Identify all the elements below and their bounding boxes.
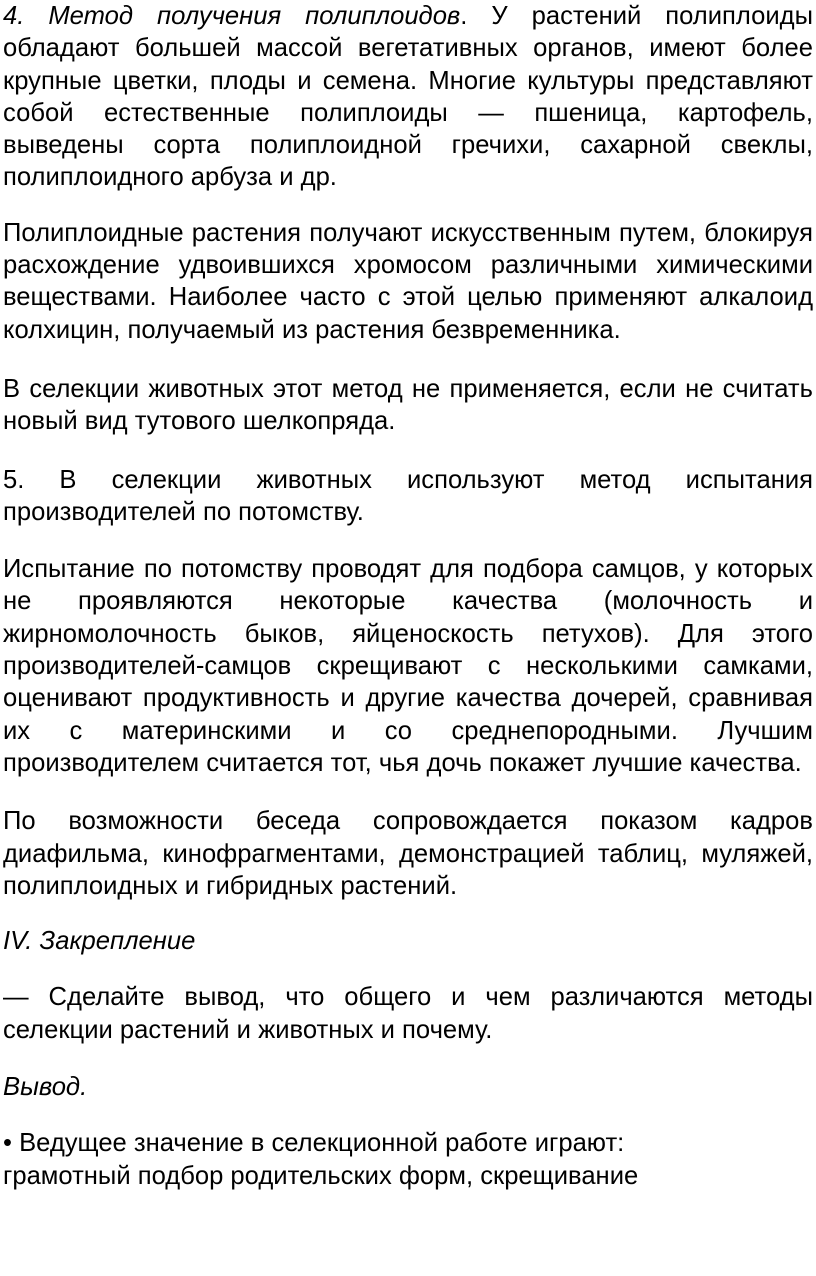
paragraph-polyploid-method	[3, 0, 813, 194]
paragraph-progeny-testing: Испытание по потомству проводят для подбора самцов, у которых не проявляются некоторые качества (молочность и жирномолочность быков, яйценоскость петухов). Для этого производителей-самцов скрещивают с несколькими самками, оценивают продуктивность и другие качества дочерей, сравнивая их с материнскими и со среднепородными. Лучшим производителем считается тот, чья дочь покажет лучшие качества.	[3, 555, 813, 777]
polyploid-method-heading: 4. Метод получения полиплоидов	[3, 2, 461, 30]
document-page	[3, 0, 813, 1192]
polyploid-method-text: . У растений полиплоиды обладают большей массой вегетативных органов, имеют более крупные цветки, плоды и семена. Многие культуры представляют собой естественные полиплоиды — пшеница, картофель, выведены сорта полиплоидной гречихи, сахарной свеклы, полиплоидного арбуза и др.	[3, 2, 813, 192]
paragraph-animal-selection-note: В селекции животных этот метод не применяется, если не считать новый вид тутового шелкопряда.	[3, 374, 813, 436]
paragraph-task: — Сделайте вывод, что общего и чем различаются методы селекции растений и животных и почему.	[3, 983, 813, 1044]
conclusion-line-2: грамотный подбор родительских форм, скрещивание	[3, 1161, 639, 1190]
conclusion-heading: Вывод.	[3, 1073, 88, 1102]
paragraph-artificial-polyploids: Полиплоидные растения получают искусственным путем, блокируя расхождение удвоившихся хромосом различными химическими веществами. Наиболее часто с этой целью применяют алкалоид колхицин, получаемый из растения безвременника.	[3, 218, 813, 344]
paragraph-demonstration: По возможности беседа сопровождается показом кадров диафильма, кинофрагментами, демонстрацией таблиц, муляжей, полиплоидных и гибридных растений.	[3, 807, 813, 900]
conclusion-line-1: • Ведущее значение в селекционной работе играют:	[3, 1129, 625, 1158]
section-heading-consolidation: IV. Закрепление	[3, 927, 196, 956]
paragraph-conclusion-bullet	[3, 1127, 813, 1192]
paragraph-progeny-testing-intro: 5. В селекции животных используют метод испытания производителей по потомству.	[3, 465, 813, 526]
